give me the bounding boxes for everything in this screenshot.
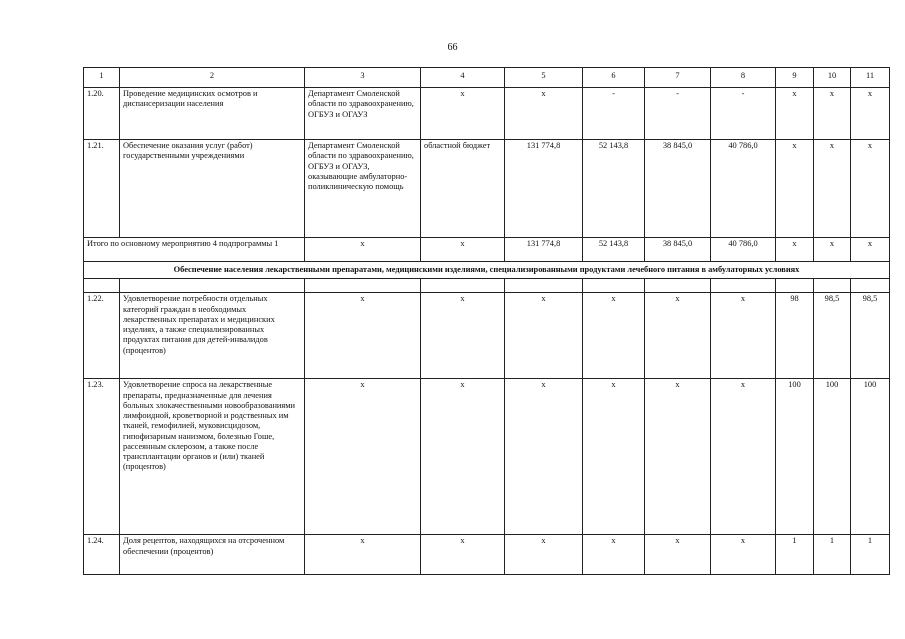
row-number: 1.24. xyxy=(84,535,120,575)
cell-value: х xyxy=(505,293,583,379)
column-header: 1 xyxy=(84,68,120,88)
program-table xyxy=(83,67,890,575)
funding-source: х xyxy=(421,379,505,535)
cell-value: 1 xyxy=(776,535,814,575)
cell-value: 98 xyxy=(776,293,814,379)
measure-name: Проведение медицинских осмотров и диспансеризации населения xyxy=(120,88,305,140)
measure-name: Обеспечение оказания услуг (работ) государственными учреждениями xyxy=(120,140,305,238)
funding-source: х xyxy=(421,238,505,262)
funding-source: областной бюджет xyxy=(421,140,505,238)
column-header: 2 xyxy=(120,68,305,88)
cell-value: х xyxy=(583,379,645,535)
section-title: Обеспечение населения лекарственными препаратами, медицинскими изделиями, специализированными продуктами лечебного питания в амбулаторных условиях xyxy=(84,262,890,279)
cell-value: х xyxy=(505,535,583,575)
table-row xyxy=(84,379,890,535)
cell-value: х xyxy=(776,88,814,140)
table-row xyxy=(84,88,890,140)
cell-value: - xyxy=(711,88,776,140)
executor: х xyxy=(305,535,421,575)
cell-value: 100 xyxy=(814,379,851,535)
column-header: 3 xyxy=(305,68,421,88)
funding-source: х xyxy=(421,535,505,575)
measure-name: Удовлетворение потребности отдельных категорий граждан в необходимых лекарственных препаратах и медицинских изделиях, а также специализированных продуктах питания для детей-инвалидов (процентов) xyxy=(120,293,305,379)
funding-source: х xyxy=(421,88,505,140)
spacer-row xyxy=(84,279,890,293)
column-header: 7 xyxy=(645,68,711,88)
cell-value: 1 xyxy=(814,535,851,575)
cell-value: 52 143,8 xyxy=(583,140,645,238)
cell-value: - xyxy=(645,88,711,140)
table-row xyxy=(84,535,890,575)
cell-value: 100 xyxy=(776,379,814,535)
cell-value: х xyxy=(645,293,711,379)
executor: х xyxy=(305,379,421,535)
cell-value: х xyxy=(711,379,776,535)
total-row xyxy=(84,238,890,262)
measure-name: Удовлетворение спроса на лекарственные препараты, предназначенные для лечения больных злокачественными новообразованиями лимфоидной, кроветворной и родственных им тканей, гемофилией, муковисцидозом, гипофизарным нанизмом, болезнью Гоше, рассеянным склерозом, а также после трансплантации органов и (или) тканей (процентов) xyxy=(120,379,305,535)
measure-name: Доля рецептов, находящихся на отсроченном обеспечении (процентов) xyxy=(120,535,305,575)
total-label: Итого по основному мероприятию 4 подпрограммы 1 xyxy=(84,238,305,262)
cell-value: 38 845,0 xyxy=(645,140,711,238)
column-header: 6 xyxy=(583,68,645,88)
cell-value: х xyxy=(645,379,711,535)
cell-value: 100 xyxy=(851,379,890,535)
column-header: 5 xyxy=(505,68,583,88)
cell-value: 98,5 xyxy=(814,293,851,379)
cell-value: х xyxy=(851,140,890,238)
cell-value: х xyxy=(505,379,583,535)
cell-value: х xyxy=(711,293,776,379)
column-header: 11 xyxy=(851,68,890,88)
row-number: 1.20. xyxy=(84,88,120,140)
section-header-row xyxy=(84,262,890,279)
cell-value: 40 786,0 xyxy=(711,140,776,238)
cell-value: х xyxy=(814,140,851,238)
cell-value: х xyxy=(583,293,645,379)
executor: х xyxy=(305,238,421,262)
row-number: 1.22. xyxy=(84,293,120,379)
cell-value: х xyxy=(505,88,583,140)
funding-source: х xyxy=(421,293,505,379)
column-header: 10 xyxy=(814,68,851,88)
cell-value: х xyxy=(814,88,851,140)
row-number: 1.23. xyxy=(84,379,120,535)
header-row xyxy=(84,68,890,88)
table-row xyxy=(84,293,890,379)
cell-value: 131 774,8 xyxy=(505,238,583,262)
executor: Департамент Смоленской области по здравоохранению, ОГБУЗ и ОГАУЗ, оказывающие амбулаторно-поликлиническую помощь xyxy=(305,140,421,238)
cell-value: 98,5 xyxy=(851,293,890,379)
cell-value: х xyxy=(851,238,890,262)
cell-value: х xyxy=(645,535,711,575)
table-row xyxy=(84,140,890,238)
cell-value: х xyxy=(814,238,851,262)
column-header: 8 xyxy=(711,68,776,88)
cell-value: - xyxy=(583,88,645,140)
executor: Департамент Смоленской области по здравоохранению, ОГБУЗ и ОГАУЗ xyxy=(305,88,421,140)
row-number: 1.21. xyxy=(84,140,120,238)
column-header: 9 xyxy=(776,68,814,88)
cell-value: 40 786,0 xyxy=(711,238,776,262)
cell-value: х xyxy=(583,535,645,575)
cell-value: х xyxy=(851,88,890,140)
cell-value: 52 143,8 xyxy=(583,238,645,262)
cell-value: 131 774,8 xyxy=(505,140,583,238)
executor: х xyxy=(305,293,421,379)
column-header: 4 xyxy=(421,68,505,88)
cell-value: х xyxy=(776,238,814,262)
page-number: 66 xyxy=(447,42,458,53)
cell-value: 38 845,0 xyxy=(645,238,711,262)
cell-value: х xyxy=(711,535,776,575)
cell-value: х xyxy=(776,140,814,238)
cell-value: 1 xyxy=(851,535,890,575)
